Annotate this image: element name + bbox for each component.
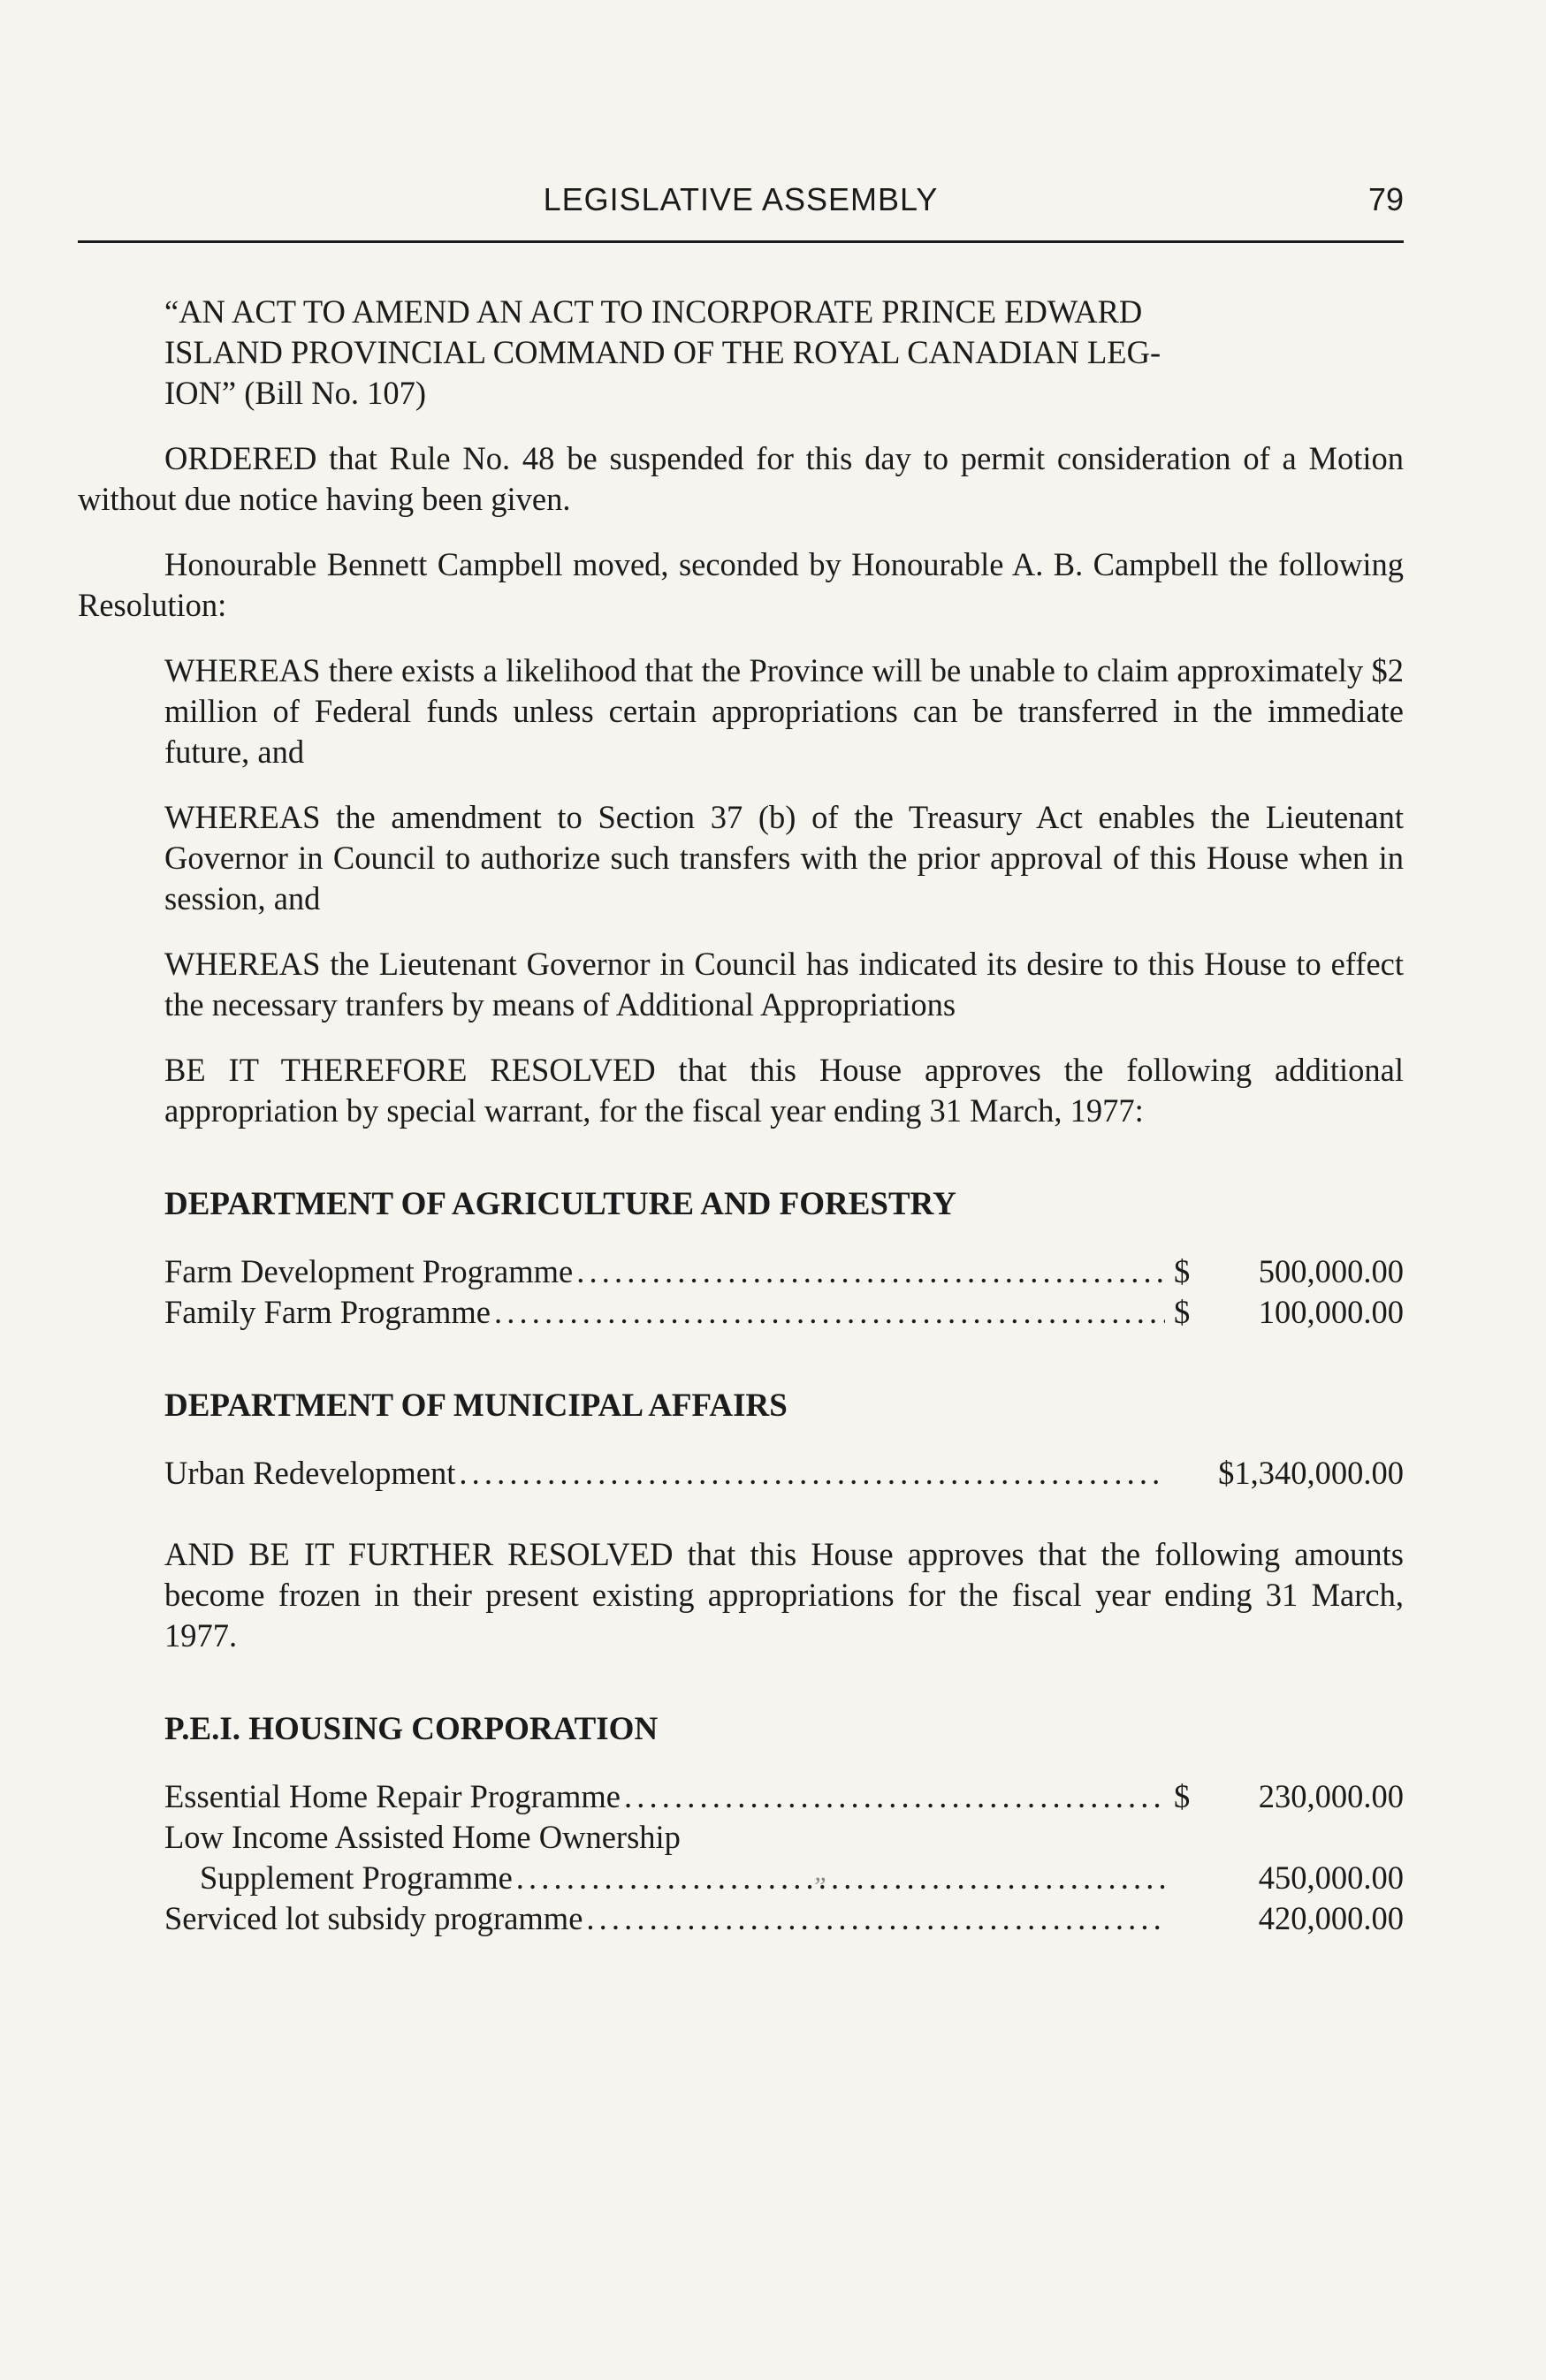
whereas-clause-1: WHEREAS there exists a likelihood that the Province will be unable to claim approximately $2 million of Federal funds unless certain appropriations can be transferred in the immediate future, and <box>164 652 1404 770</box>
appropriation-row <box>164 1453 1404 1494</box>
header-rule <box>78 240 1404 243</box>
bill-title-line-3: ION” (Bill No. 107) <box>164 375 427 411</box>
bill-title-line-2: ISLAND PROVINCIAL COMMAND OF THE ROYAL CANADIAN LEG- <box>164 334 1161 370</box>
section-heading-housing: P.E.I. HOUSING CORPORATION <box>164 1711 659 1747</box>
currency-symbol: $ <box>1174 1253 1191 1289</box>
whereas-clause-2: WHEREAS the amendment to Section 37 (b) of the Treasury Act enables the Lieutenant Governor in Council to authorize such transfers with the prior approval of this House when in session, and <box>164 799 1404 916</box>
section-heading-agriculture: DEPARTMENT OF AGRICULTURE AND FORESTRY <box>164 1186 956 1222</box>
appropriation-amount: $1,340,000.00 <box>1218 1455 1404 1491</box>
motion-paragraph: Honourable Bennett Campbell moved, seconded by Honourable A. B. Campbell the following Resolution: <box>78 546 1404 623</box>
section-heading-municipal: DEPARTMENT OF MUNICIPAL AFFAIRS <box>164 1388 788 1424</box>
further-resolved-clause: AND BE IT FURTHER RESOLVED that this House approves that the following amounts become frozen in their present existing appropriations for the fiscal year ending 31 March, 1977. <box>164 1536 1404 1654</box>
bill-title-line-1: “AN ACT TO AMEND AN ACT TO INCORPORATE PRINCE EDWARD <box>164 293 1143 330</box>
appropriation-label: Serviced lot subsidy programme <box>164 1900 583 1936</box>
running-header <box>78 181 1404 225</box>
appropriation-row <box>164 1292 1404 1333</box>
dot-leader <box>576 1251 1165 1292</box>
dot-leader <box>586 1898 1165 1939</box>
appropriation-amount: 450,000.00 <box>1258 1859 1404 1896</box>
appropriation-label: Farm Development Programme <box>164 1253 574 1289</box>
whereas-clause-3: WHEREAS the Lieutenant Governor in Council has indicated its desire to this House to effect the necessary tranfers by means of Additional Appropriations <box>164 946 1404 1023</box>
appropriation-label: Family Farm Programme <box>164 1294 491 1330</box>
bill-title <box>164 292 1404 414</box>
dot-leader <box>494 1292 1165 1333</box>
resolved-clause: BE IT THEREFORE RESOLVED that this House approves the following additional appropriation by special warrant, for the fiscal year ending 31 March, 1977: <box>164 1052 1404 1129</box>
currency-symbol: $ <box>1174 1294 1191 1330</box>
appropriation-amount: 500,000.00 <box>1258 1253 1404 1289</box>
currency-symbol: $ <box>1174 1778 1191 1814</box>
appropriation-label: Urban Redevelopment <box>164 1455 456 1491</box>
appropriation-row <box>164 1858 1404 1898</box>
appropriation-label: Low Income Assisted Home Ownership <box>164 1819 681 1855</box>
dot-leader <box>459 1453 1165 1494</box>
page-header-title: LEGISLATIVE ASSEMBLY <box>543 181 939 217</box>
dot-leader <box>624 1776 1165 1817</box>
appropriation-row <box>164 1817 1404 1858</box>
page-number: 79 <box>1367 181 1404 217</box>
dot-leader <box>516 1858 1165 1898</box>
appropriation-row <box>164 1776 1404 1817</box>
appropriation-amount: 100,000.00 <box>1258 1294 1404 1330</box>
appropriation-row <box>164 1251 1404 1292</box>
ordered-paragraph: ORDERED that Rule No. 48 be suspended for this day to permit consideration of a Motion without due notice having been given. <box>78 440 1404 517</box>
appropriation-label: Essential Home Repair Programme <box>164 1778 621 1814</box>
document-body <box>78 292 1404 1939</box>
appropriation-label: Supplement Programme <box>200 1859 513 1896</box>
stray-ink-mark: ” <box>811 1872 826 1901</box>
appropriation-row <box>164 1898 1404 1939</box>
appropriation-amount: 420,000.00 <box>1258 1900 1404 1936</box>
appropriation-amount: 230,000.00 <box>1258 1778 1404 1814</box>
